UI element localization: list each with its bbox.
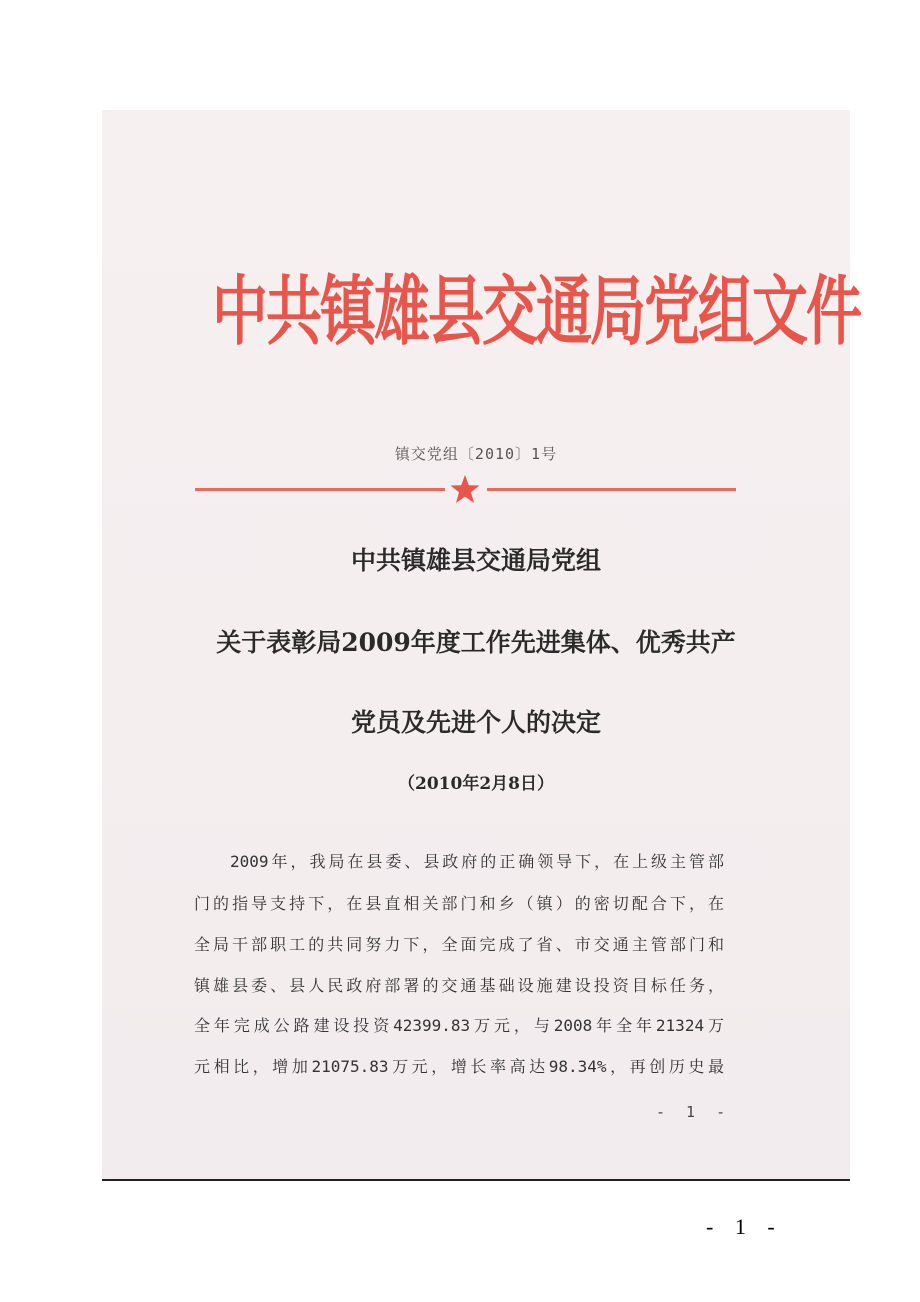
star-icon	[449, 474, 481, 504]
body-text-line: 门的指导支持下，在县直相关部门和乡（镇）的密切配合下，在	[194, 894, 724, 913]
header-rule-right	[487, 488, 736, 491]
body-text-line: 2009年，我局在县委、县政府的正确领导下，在上级主管部	[230, 852, 724, 871]
body-text-line: 镇雄县委、县人民政府部署的交通基础设施建设投资目标任务，	[194, 976, 724, 995]
inner-page-number: - 1 -	[656, 1103, 732, 1121]
header-rule-left	[195, 488, 445, 491]
document-title-line-2: 关于表彰局2009年度工作先进集体、优秀共产	[216, 628, 736, 657]
body-text-line: 元相比，增加21075.83万元，增长率高达98.34%，再创历史最	[194, 1057, 724, 1076]
sheet-bottom-border	[102, 1179, 850, 1181]
document-title-line-3: 党员及先进个人的决定	[350, 708, 601, 737]
document-header-title: 中共镇雄县交通局党组文件	[212, 267, 860, 357]
body-text-line: 全局干部职工的共同努力下，全面完成了省、市交通主管部门和	[194, 935, 724, 954]
document-date: （2010年2月8日）	[398, 774, 554, 794]
document-title-line-1: 中共镇雄县交通局党组	[350, 546, 601, 575]
body-text-line: 全年完成公路建设投资42399.83万元，与2008年全年21324万	[194, 1016, 724, 1035]
outer-page-number: - 1 -	[706, 1214, 783, 1239]
document-number: 镇交党组〔2010〕1号	[394, 445, 558, 463]
